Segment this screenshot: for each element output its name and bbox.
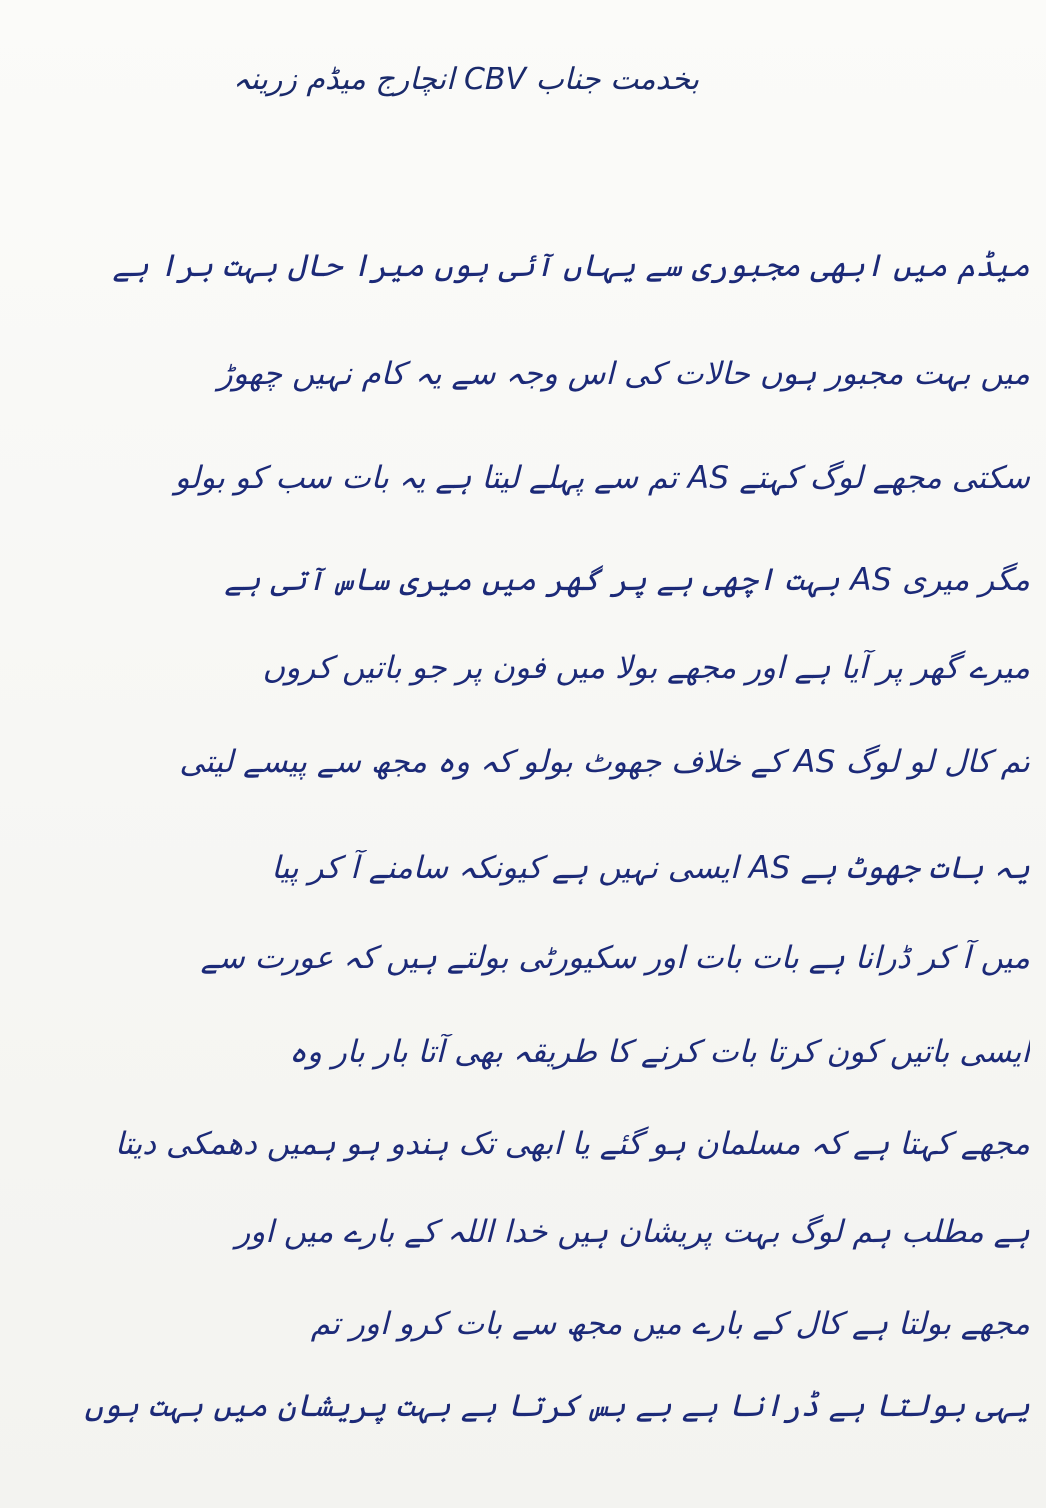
- letter-line: میں آ کر ڈرانا ہے بات بات اور سکیورٹی بولتے ہیں کہ عورت سے: [200, 940, 1030, 976]
- letter-line: تم کال لو لوگ AS کے خلاف جھوٹ بولو کہ وہ مجھ سے پیسے لیتی: [179, 744, 1030, 780]
- letter-line: یہی بولتا ہے ڈرانا ہے بے بس کرتا ہے بہت پریشان میں بہت ہوں: [84, 1388, 1030, 1424]
- letter-line: مجھے بولتا ہے کال کے بارے میں مجھ سے بات کرو اور تم: [310, 1306, 1030, 1342]
- letter-line: مجھے کہتا ہے کہ مسلمان ہو گئے یا ابھی تک ہندو ہو ہمیں دھمکی دیتا: [114, 1126, 1030, 1162]
- letter-line: میں بہت مجبور ہوں حالات کی اس وجہ سے یہ کام نہیں چھوڑ: [217, 356, 1030, 392]
- letter-heading: بخدمت جناب CBV انچارج میڈم زرینہ: [232, 62, 700, 97]
- letter-line: ہے مطلب ہم لوگ بہت پریشان ہیں خدا اللہ کے بارے میں اور: [235, 1214, 1030, 1250]
- letter-line: میرے گھر پر آیا ہے اور مجھے بولا میں فون پر جو باتیں کروں: [262, 650, 1030, 686]
- letter-line: ایسی باتیں کون کرتا بات کرنے کا طریقہ بھی آتا بار بار وہ: [288, 1034, 1030, 1070]
- letter-line: سکتی مجھے لوگ کہتے AS تم سے پہلے لیتا ہے یہ بات سب کو بولو: [174, 460, 1030, 496]
- letter-line: میڈم میں ابھی مجبوری سے یہاں آئی ہوں میرا حال بہت برا ہے: [112, 248, 1030, 284]
- letter-line: یہ بات جھوٹ ہے AS ایسی نہیں ہے کیونکہ سامنے آ کر پیا: [271, 850, 1030, 886]
- letter-line: مگر میری AS بہت اچھی ہے پر گھر میں میری ساس آتی ہے: [224, 562, 1030, 598]
